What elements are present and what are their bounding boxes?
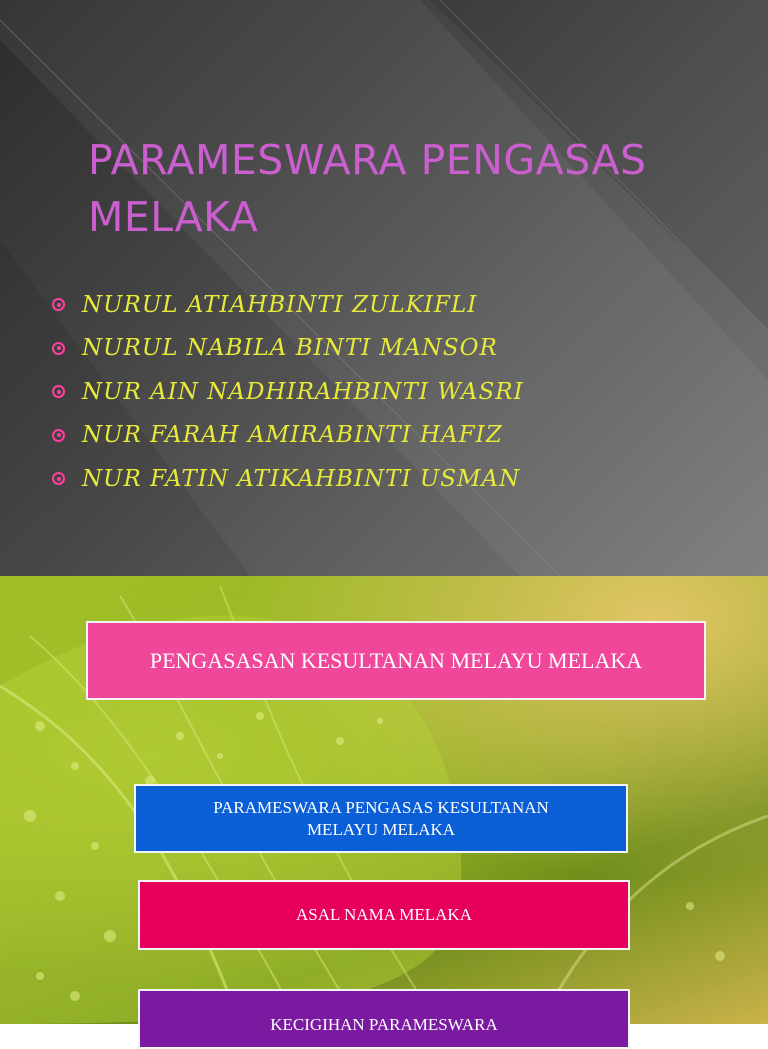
section-heading-box xyxy=(86,621,706,700)
member-name: NURUL ATIAHBINTI ZULKIFLI xyxy=(82,291,478,318)
member-name: NURUL NABILA BINTI MANSOR xyxy=(82,335,498,362)
circle-bullet-icon xyxy=(52,342,65,355)
title-line-2: MELAKA xyxy=(88,193,259,242)
topic-label-line-1: PARAMESWARA PENGASAS KESULTANAN xyxy=(213,797,549,817)
list-item xyxy=(52,414,524,458)
circle-bullet-icon xyxy=(52,429,65,442)
topic-label-line-2: MELAYU MELAKA xyxy=(306,819,456,839)
circle-bullet-icon xyxy=(52,385,65,398)
topic-button-asal-nama[interactable] xyxy=(138,880,630,950)
circle-bullet-icon xyxy=(52,298,65,311)
member-name: NUR FATIN ATIKAHBINTI USMAN xyxy=(82,465,521,492)
topic-button-parameswara[interactable] xyxy=(134,784,628,853)
list-item xyxy=(52,283,524,327)
circle-bullet-icon xyxy=(52,472,65,485)
member-name: NUR AIN NADHIRAHBINTI WASRI xyxy=(82,378,524,405)
list-item xyxy=(52,370,524,414)
member-list xyxy=(52,283,524,501)
member-name: NUR FARAH AMIRABINTI HAFIZ xyxy=(82,422,503,449)
topic-label: ASAL NAMA MELAKA xyxy=(296,905,472,924)
list-item xyxy=(52,457,524,501)
slide-contents xyxy=(0,576,768,1034)
topic-button-kegigihan[interactable] xyxy=(138,989,630,1049)
topic-label: KECIGIHAN PARAMESWARA xyxy=(270,1015,498,1034)
section-heading: PENGASASAN KESULTANAN MELAYU MELAKA xyxy=(149,647,643,673)
title-line-1: PARAMESWARA PENGASAS xyxy=(88,136,647,185)
slide-title-heading xyxy=(88,132,728,246)
list-item xyxy=(52,327,524,371)
